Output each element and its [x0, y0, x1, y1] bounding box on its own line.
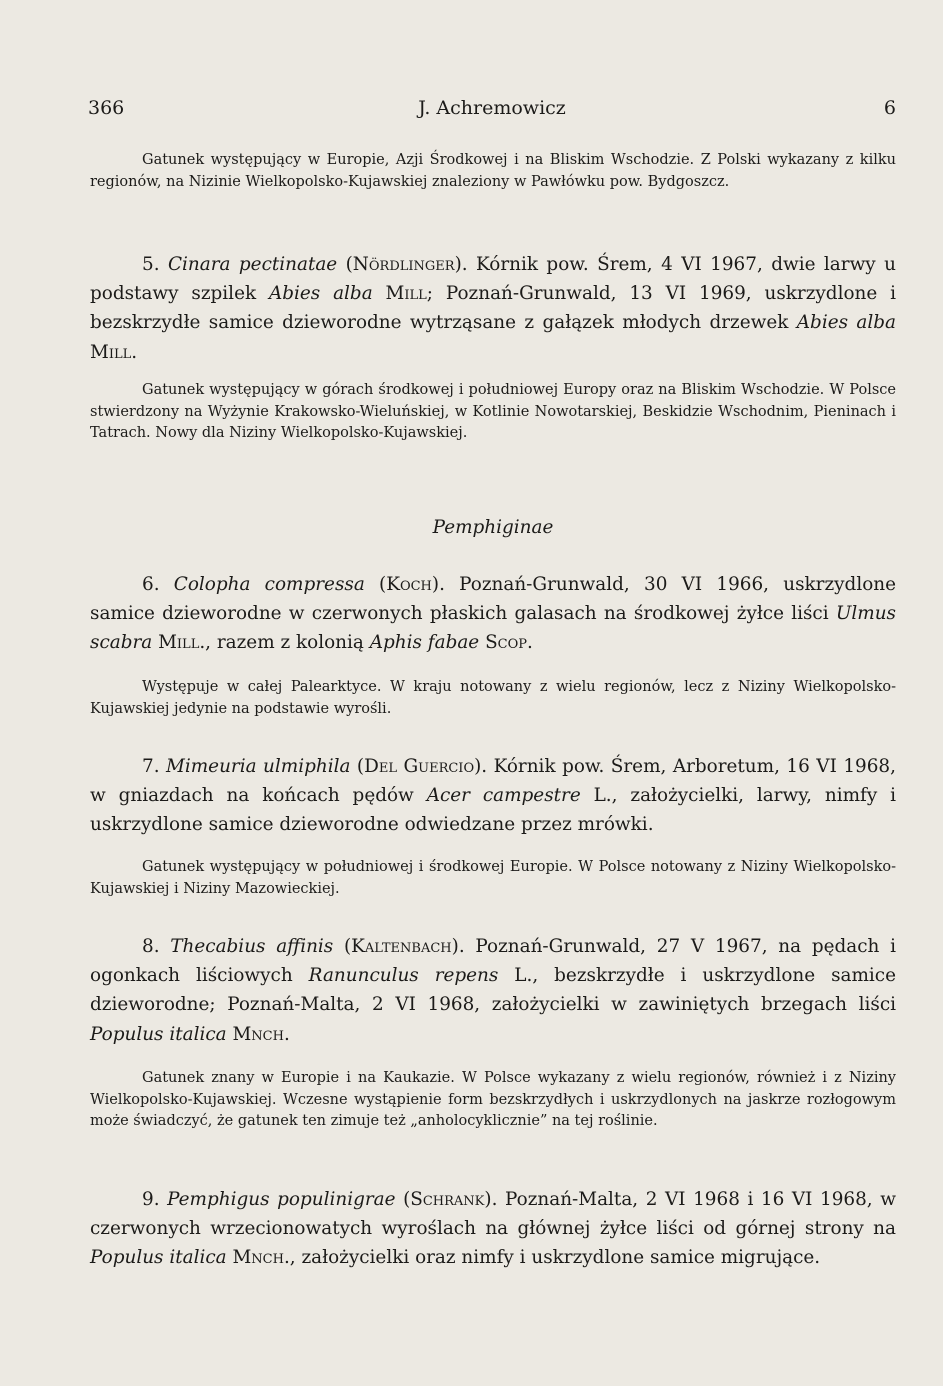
section-number-right: 6	[883, 97, 896, 119]
running-header	[88, 97, 896, 127]
paragraph-distribution-4: Gatunek występujący w Europie, Azji Środkowej i na Bliskim Wschodzie. Z Polski wykazany z kilku regionów, na Nizinie Wielkopolsko-Kujawskiej znaleziony w Pawłówku pow. Bydgoszcz.	[90, 152, 896, 190]
host-plant-name: Abies alba	[796, 312, 897, 334]
host-plant-name: Abies alba	[268, 283, 373, 305]
page-number-left: 366	[88, 97, 125, 119]
plant-author: L.	[514, 965, 533, 987]
text-fragment: ; Poznań-Grunwald, 13 VI 1969, uskrzydlone i bezskrzydłe samice dzieworodne wytrząsane z gałązek młodych drzewek	[90, 283, 896, 334]
paragraph-distribution-5: Gatunek występujący w górach środkowej i południowej Europy oraz na Bliskim Wschodzie. W Polsce stwierdzony na Wyżynie Krakowsko-Wieluńskiej, w Kotlinie Nowotarskiej, Beskidzie Wschodnim, Pieninach i Tatrach. Nowy dla Niziny Wielkopolsko-Kujawskiej.	[90, 382, 896, 441]
text-fragment: , założycielki oraz nimfy i uskrzydlone samice migrujące.	[289, 1247, 821, 1269]
species-entry-6	[90, 570, 896, 658]
species-name: Colopha compressa	[173, 574, 365, 595]
host-plant-name: Populus italica	[90, 1023, 227, 1045]
entry-number: 6.	[142, 574, 160, 595]
plant-author: Mill.	[90, 341, 138, 363]
species-author: Del Guercio	[364, 756, 475, 777]
species-entry-9	[90, 1185, 896, 1273]
plant-author: Mnch.	[232, 1023, 290, 1045]
paragraph-distribution-7: Gatunek występujący w południowej i środkowej Europie. W Polsce notowany z Niziny Wielkopolsko-Kujawskiej i Niziny Mazowieckiej.	[90, 859, 896, 897]
species-name: Thecabius affinis	[170, 936, 334, 957]
paragraph-distribution-8: Gatunek znany w Europie i na Kaukazie. W Polsce wykazany z wielu regionów, również i z Niziny Wielkopolsko-Kujawskiej. Wczesne wystąpienie form bezskrzydłych i uskrzydlonych na jaskrze rozłogowym może świadczyć, że gatunek ten zimuje też „anholocyklicznie” na tej roślinie.	[90, 1070, 896, 1129]
text-fragment: ). Kórnik pow. Śrem, 4 VI 1967, dwie larwy u podstawy szpilek	[90, 254, 896, 305]
host-plant-name: Ulmus scabra	[90, 603, 896, 654]
plant-author: Mnch.	[232, 1247, 290, 1269]
text-fragment: (	[343, 936, 352, 957]
species-name: Pemphigus populinigrae	[167, 1189, 396, 1210]
host-plant-name: Acer campestre	[426, 785, 581, 807]
species-author: Scop.	[485, 632, 533, 654]
entry-number: 9.	[142, 1189, 160, 1210]
text-fragment: (	[379, 574, 387, 595]
plant-author: Mill.	[158, 632, 206, 654]
entry-number: 8.	[142, 936, 160, 957]
species-author: Schrank	[410, 1189, 485, 1210]
text-fragment: ). Poznań-Grunwald, 30 VI 1966, uskrzydlone samice dzieworodne w czerwonych płaskich galasach na środkowej żyłce liści	[90, 574, 896, 625]
entry-number: 5.	[142, 254, 160, 275]
associated-species-name: Aphis fabae	[369, 632, 480, 654]
plant-author: L.	[593, 785, 612, 807]
plant-author: Mill	[385, 283, 427, 305]
host-plant-name: Ranunculus repens	[308, 965, 499, 987]
species-name: Cinara pectinatae	[167, 254, 338, 275]
text-fragment: , bezskrzydłe i uskrzydlone samice dzieworodne; Poznań-Malta, 2 VI 1968, założycielki w zawiniętych brzegach liści	[90, 965, 896, 1016]
species-author: Kaltenbach	[351, 936, 452, 957]
species-entry-5	[90, 250, 896, 367]
text-fragment: ). Poznań-Grunwald, 27 V 1967, na pędach i ogonkach liściowych	[90, 936, 896, 987]
species-author: Koch	[386, 574, 432, 595]
text-fragment: ). Kórnik pow. Śrem, Arboretum, 16 VI 1968, w gniazdach na końcach pędów	[90, 756, 896, 807]
text-fragment: (	[403, 1189, 411, 1210]
species-entry-8	[90, 932, 896, 1049]
species-name: Mimeuria ulmiphila	[166, 756, 351, 777]
text-fragment: ). Poznań-Malta, 2 VI 1968 i 16 VI 1968, w czerwonych wrzecionowatych wyroślach na głównej żyłce liści od górnej strony na	[90, 1189, 896, 1240]
text-fragment: , założycielki, larwy, nimfy i uskrzydlone samice dzieworodne odwiedzane przez mrówki.	[90, 785, 897, 836]
subfamily-heading: Pemphiginae	[432, 517, 554, 538]
text-fragment: , razem z kolonią	[205, 632, 364, 654]
species-author: Nördlinger	[352, 254, 455, 275]
species-entry-7	[90, 752, 896, 840]
host-plant-name: Populus italica	[90, 1247, 227, 1269]
text-fragment: (	[356, 756, 365, 777]
running-head-author: J. Achremowicz	[418, 97, 566, 119]
paragraph-distribution-6: Występuje w całej Palearktyce. W kraju notowany z wielu regionów, lecz z Niziny Wielkopolsko-Kujawskiej jedynie na podstawie wyrośli.	[90, 679, 896, 717]
text-fragment: (	[345, 254, 353, 275]
entry-number: 7.	[142, 756, 160, 777]
